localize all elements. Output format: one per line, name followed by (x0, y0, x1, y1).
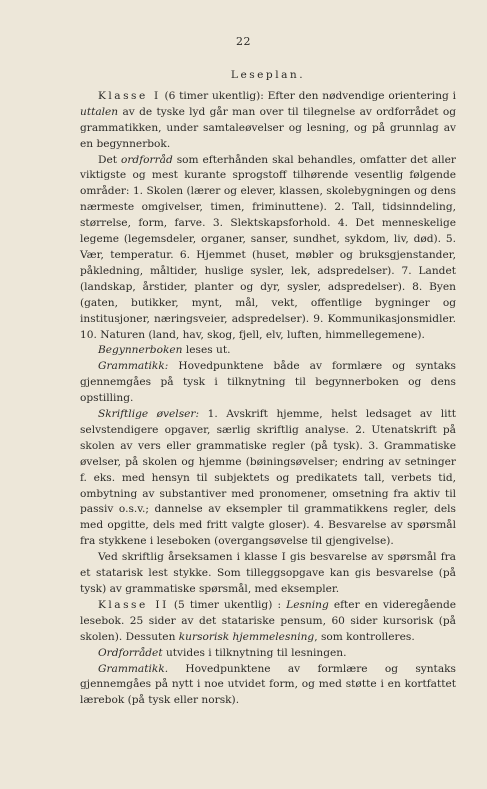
emphasis: Grammatikk. (98, 662, 169, 675)
emphasis: ordforråd (120, 153, 173, 166)
page-number: 22 (236, 35, 251, 48)
class-label: Klasse I (98, 89, 161, 102)
paragraph-vocabulary: Det ordforråd som efterhånden skal behandles, omfatter det aller viktigste og mest kurante sprogstoff tilhørende vesentlig følgende områder: 1. Skolen (lærer og elever, klassen, skolebygningen og dens nærmeste omgivelser, timen, friminuttene). 2. Tall, tidsinndeling, størrelse, form, farve. 3. Slektskapsforhold. 4. Det menneskelige legeme (legemsdeler, organer, sanser, sundhet, sykdom, liv, død). 5. Vær, temperatur. 6. Hjemmet (huset, møbler og bruksgjenstander, påkledning, måltider, huslige sysler, lek, adspredelser). 7. Landet (landskap, årstider, planter og dyr, sysler, adspredelser). 8. Byen (gaten, butikker, mynt, mål, vekt, offentlige bygninger og institusjoner, næringsveier, adspredelser). 9. Kommunikasjonsmidler. 10. Naturen (land, hav, skog, fjell, elv, luften, himmellegemene). (80, 153, 456, 341)
paragraph-class-2: Klasse II (5 timer ukentlig) : Lesning efter en videregående lesebok. 25 sider av det statariske pensum, 60 sider kursorisk (på skolen). Dessuten kursorisk hjemmelesning, som kontrolleres. (80, 598, 456, 643)
paragraph-exam: Ved skriftlig årseksamen i klasse I gis besvarelse av spørsmål fra et statarisk lest stykke. Som tilleggsopgave kan gis besvarelse (på tysk) av grammatiske spørsmål, med eksempler. (80, 551, 456, 595)
section-heading: Leseplan. (230, 69, 306, 81)
paragraph-beginner-book: Begynnerboken leses ut. (98, 344, 231, 357)
paragraph-vocabulary-2: Ordforrådet utvides i tilknytning til lesningen. (98, 646, 347, 659)
emphasis: Lesning (286, 598, 329, 611)
emphasis: uttalen (80, 105, 119, 118)
paragraph-class-1: Klasse I (6 timer ukentlig): Efter den nødvendige orientering i uttalen av de tyske lyd går man over til tilegnelse av ordforrådet og grammatikken, under samtaleøvelser og lesning, og på grunnlag av en begynnerbok. (80, 89, 456, 150)
emphasis: Begynnerboken (98, 344, 183, 357)
emphasis: Skriftlige øvelser: (98, 408, 200, 421)
emphasis: kursorisk hjemmelesning (178, 630, 315, 643)
paragraph-grammar-2: Grammatikk. Hovedpunktene av formlære og syntaks gjennemgåes på nytt i noe utvidet form, og med støtte i en kortfattet lærebok (på tysk eller norsk). (80, 662, 456, 707)
paragraph-written-exercises: Skriftlige øvelser: 1. Avskrift hjemme, helst ledsaget av litt selvstendigere opgaver, særlig skriftlig analyse. 2. Utenatskrift på skolen av vers eller grammatiske regler (på tysk). 3. Grammatiske øvelser, på skolen og hjemme (bøiningsøvelser; endring av setninger f. eks. med hensyn til subjektets og predikatets tall, verbets tid, ombytning av substantiver med pronomener, omsetning fra aktiv til passiv o.s.v.; dannelse av eksempler til grammatikkens regler, dels med opgitte, dels med fritt valgte gloser). 4. Besvarelse av spørsmål fra stykkene i leseboken (overgangsøvelse til gjengivelse). (80, 408, 456, 548)
paragraph-grammar: Grammatikk: Hovedpunktene både av formlære og syntaks gjennemgåes på tysk i tilknytning til begynnerboken og dens opstilling. (80, 360, 456, 405)
class-label: Klasse II (98, 598, 169, 611)
emphasis: Grammatikk: (98, 360, 169, 373)
emphasis: Ordforrådet (98, 646, 163, 659)
body-text (80, 68, 456, 709)
